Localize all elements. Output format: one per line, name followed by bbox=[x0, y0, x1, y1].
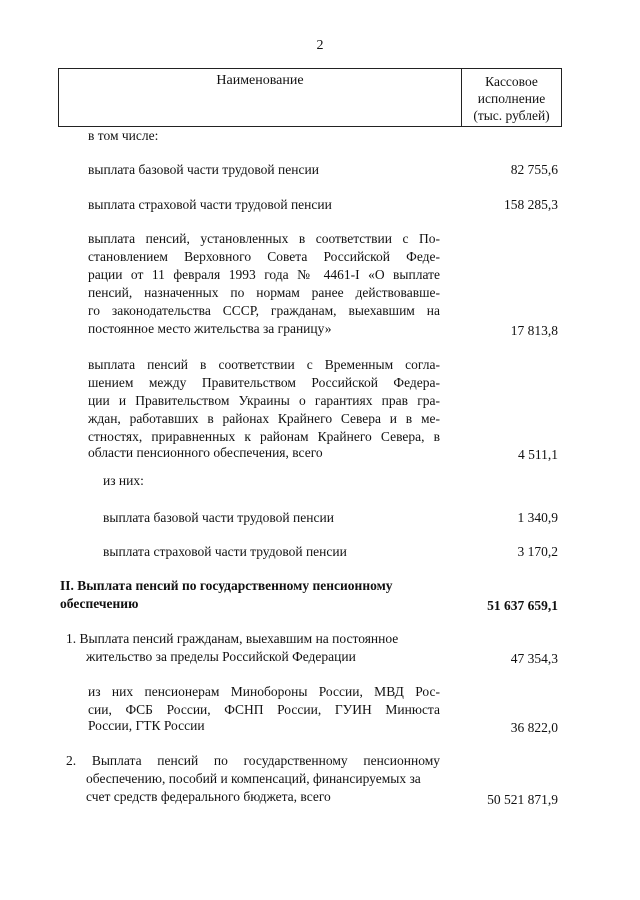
section-heading-line: обеспечению bbox=[60, 596, 139, 611]
item-label-line: 1. Выплата пенсий гражданам, выехавшим на постоянное bbox=[66, 631, 399, 646]
row-label: выплата базовой части трудовой пенсии bbox=[88, 162, 319, 177]
item-value: 50 521 871,9 bbox=[487, 792, 558, 807]
row-value: 36 822,0 bbox=[510, 720, 558, 735]
row-label-line: становлением Верховного Совета Российской Феде- bbox=[88, 249, 440, 264]
row-value: 4 511,1 bbox=[518, 447, 558, 462]
row-label-line: сии, ФСБ России, ФСНП России, ГУИН Минюста bbox=[88, 702, 440, 717]
row-label-line: шением между Правительством Российской Федера- bbox=[88, 375, 440, 390]
item-label-line: 2. Выплата пенсий по государственному пенсионному bbox=[66, 753, 440, 768]
column-header-value-line: исполнение bbox=[477, 91, 546, 106]
row-label: выплата страховой части трудовой пенсии bbox=[88, 197, 332, 212]
of-them-label: из них: bbox=[103, 473, 144, 488]
section-value: 51 637 659,1 bbox=[487, 598, 558, 613]
row-label-line: выплата пенсий, установленных в соответствии с По- bbox=[88, 231, 440, 246]
item-label-line: жительство за пределы Российской Федерации bbox=[86, 649, 356, 664]
row-value: 1 340,9 bbox=[517, 510, 558, 525]
row-label-line: постоянное место жительства за границу» bbox=[88, 321, 332, 336]
including-label: в том числе: bbox=[88, 128, 159, 143]
column-header-value-line: (тыс. рублей) bbox=[473, 108, 550, 123]
row-label-line: России, ГТК России bbox=[88, 718, 205, 733]
row-value: 82 755,6 bbox=[510, 162, 558, 177]
page-number: 2 bbox=[316, 38, 324, 53]
row-value: 3 170,2 bbox=[517, 544, 558, 559]
row-label-line: из них пенсионерам Минобороны России, МВД Рос- bbox=[88, 684, 440, 699]
column-header-value bbox=[462, 69, 561, 126]
item-label-line: обеспечению, пособий и компенсаций, финансируемых за bbox=[86, 771, 421, 786]
row-label-line: ции и Правительством Украины о гарантиях прав гра- bbox=[88, 393, 440, 408]
row-label-line: выплата пенсий в соответствии с Временным согла- bbox=[88, 357, 440, 372]
table-header bbox=[58, 68, 562, 127]
row-value: 17 813,8 bbox=[510, 323, 558, 338]
row-label-line: рации от 11 февраля 1993 года № 4461-I «О выплате bbox=[88, 267, 440, 282]
row-value: 158 285,3 bbox=[504, 197, 558, 212]
column-header-value-line: Кассовое bbox=[485, 74, 538, 89]
column-header-name: Наименование bbox=[59, 69, 462, 126]
section-heading-line: II. Выплата пенсий по государственному пенсионному bbox=[60, 578, 393, 593]
row-label-line: области пенсионного обеспечения, всего bbox=[88, 445, 323, 460]
row-label-line: стностях, приравненных к районам Крайнего Севера, в bbox=[88, 429, 440, 444]
row-label-line: го законодательства СССР, гражданам, выехавшим на bbox=[88, 303, 440, 318]
item-value: 47 354,3 bbox=[510, 651, 558, 666]
row-label: выплата страховой части трудовой пенсии bbox=[103, 544, 347, 559]
row-label-line: пенсий, назначенных по нормам ранее действовавше- bbox=[88, 285, 440, 300]
row-label-line: ждан, работавших в районах Крайнего Севера и в ме- bbox=[88, 411, 440, 426]
item-label-line: счет средств федерального бюджета, всего bbox=[86, 789, 331, 804]
row-label: выплата базовой части трудовой пенсии bbox=[103, 510, 334, 525]
